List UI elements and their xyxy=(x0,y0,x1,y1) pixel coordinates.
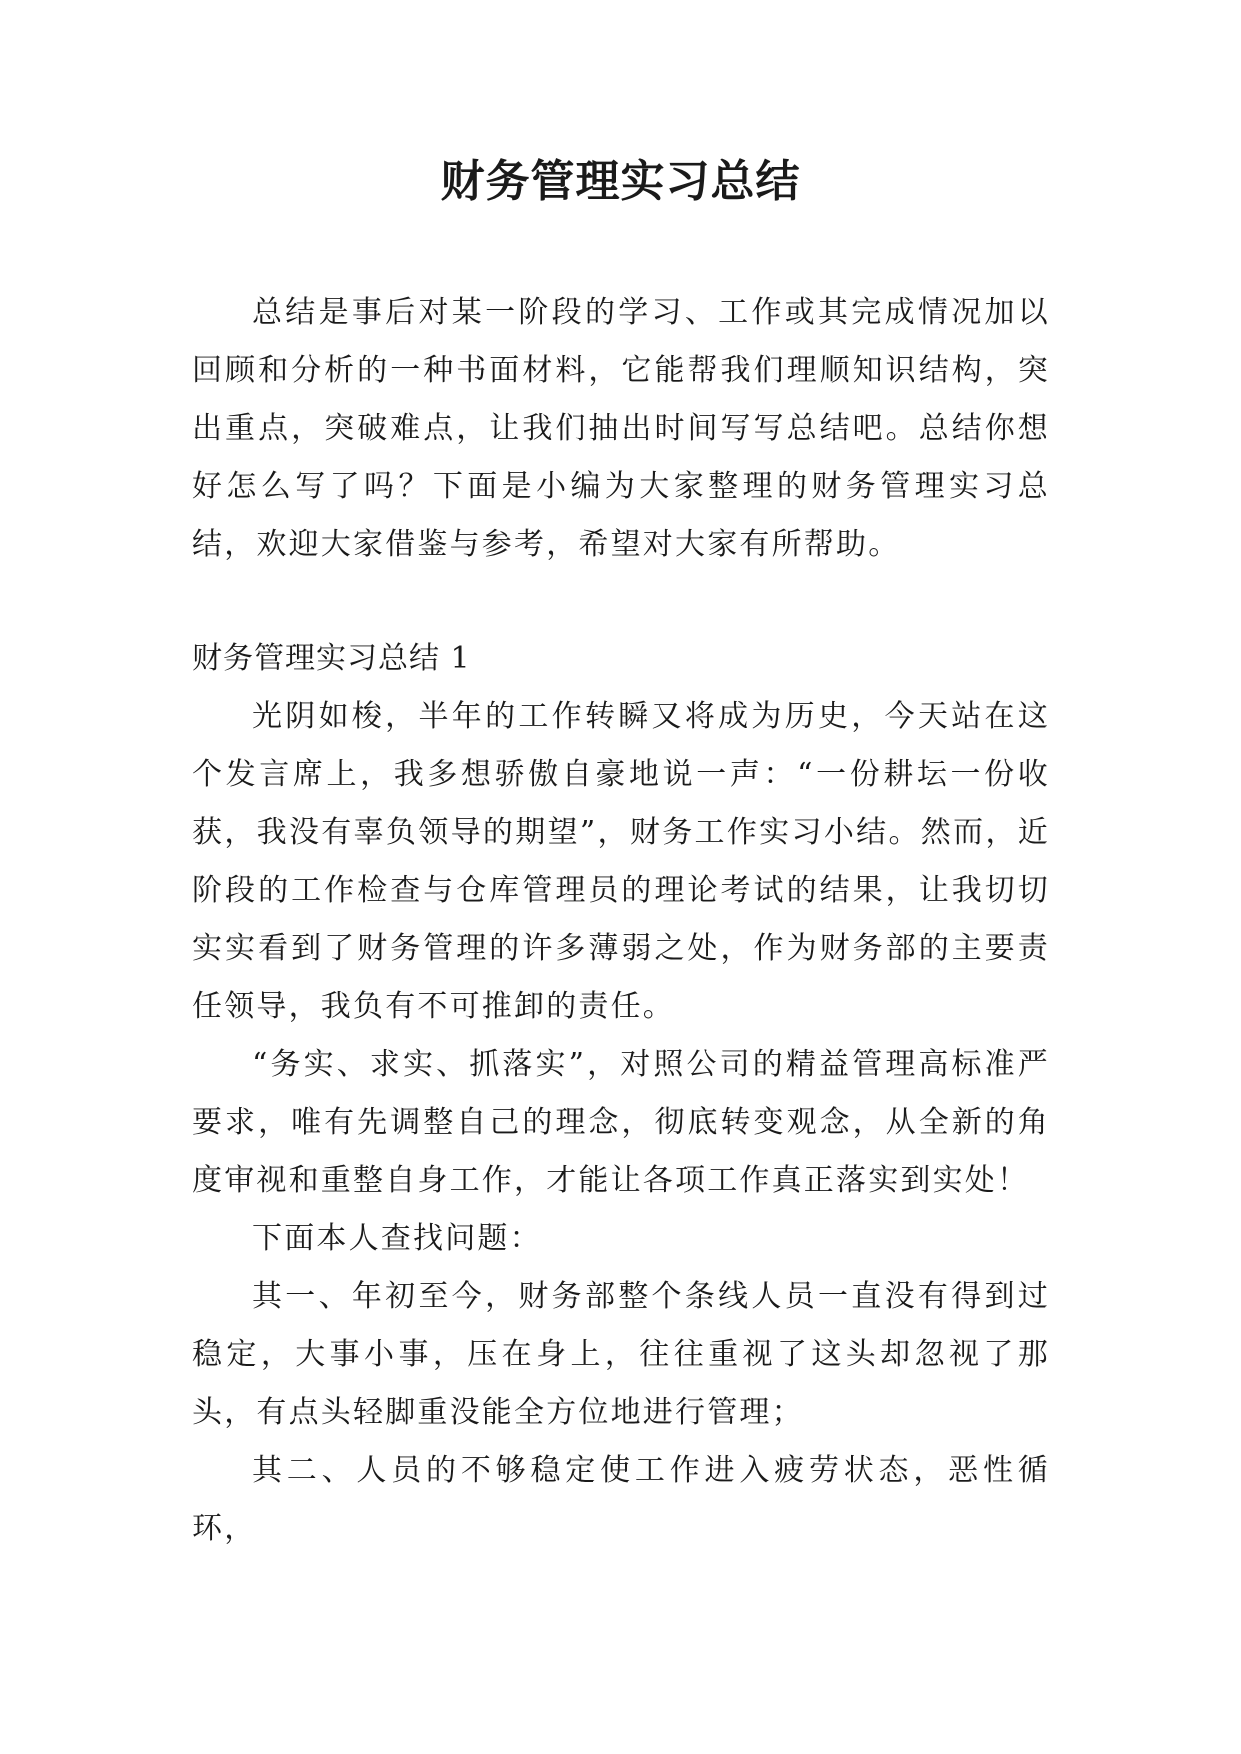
body-paragraph: 光阴如梭，半年的工作转瞬又将成为历史，今天站在这个发言席上，我多想骄傲自豪地说一声：“一份耕坛一份收获，我没有辜负领导的期望”，财务工作实习小结。然而，近阶段的工作检查与仓库管理员的理论考试的结果，让我切切实实看到了财务管理的许多薄弱之处，作为财务部的主要责任领导，我负有不可推卸的责任。 xyxy=(192,699,1050,1024)
document-body xyxy=(192,284,1050,1558)
body-paragraph: 其一、年初至今，财务部整个条线人员一直没有得到过稳定，大事小事，压在身上，往往重视了这头却忽视了那头，有点头轻脚重没能全方位地进行管理； xyxy=(192,1279,1050,1430)
intro-paragraph: 总结是事后对某一阶段的学习、工作或其完成情况加以回顾和分析的一种书面材料，它能帮我们理顺知识结构，突出重点，突破难点，让我们抽出时间写写总结吧。总结你想好怎么写了吗？下面是小编为大家整理的财务管理实习总结，欢迎大家借鉴与参考，希望对大家有所帮助。 xyxy=(192,295,1050,562)
body-paragraph: “务实、求实、抓落实”，对照公司的精益管理高标准严要求，唯有先调整自己的理念，彻底转变观念，从全新的角度审视和重整自身工作，才能让各项工作真正落实到实处！ xyxy=(192,1047,1050,1198)
body-paragraph: 下面本人查找问题： xyxy=(252,1221,542,1256)
section-heading: 财务管理实习总结 1 xyxy=(192,641,471,676)
body-paragraph: 其二、人员的不够稳定使工作进入疲劳状态，恶性循环， xyxy=(192,1453,1050,1546)
document-title: 财务管理实习总结 xyxy=(440,156,801,207)
